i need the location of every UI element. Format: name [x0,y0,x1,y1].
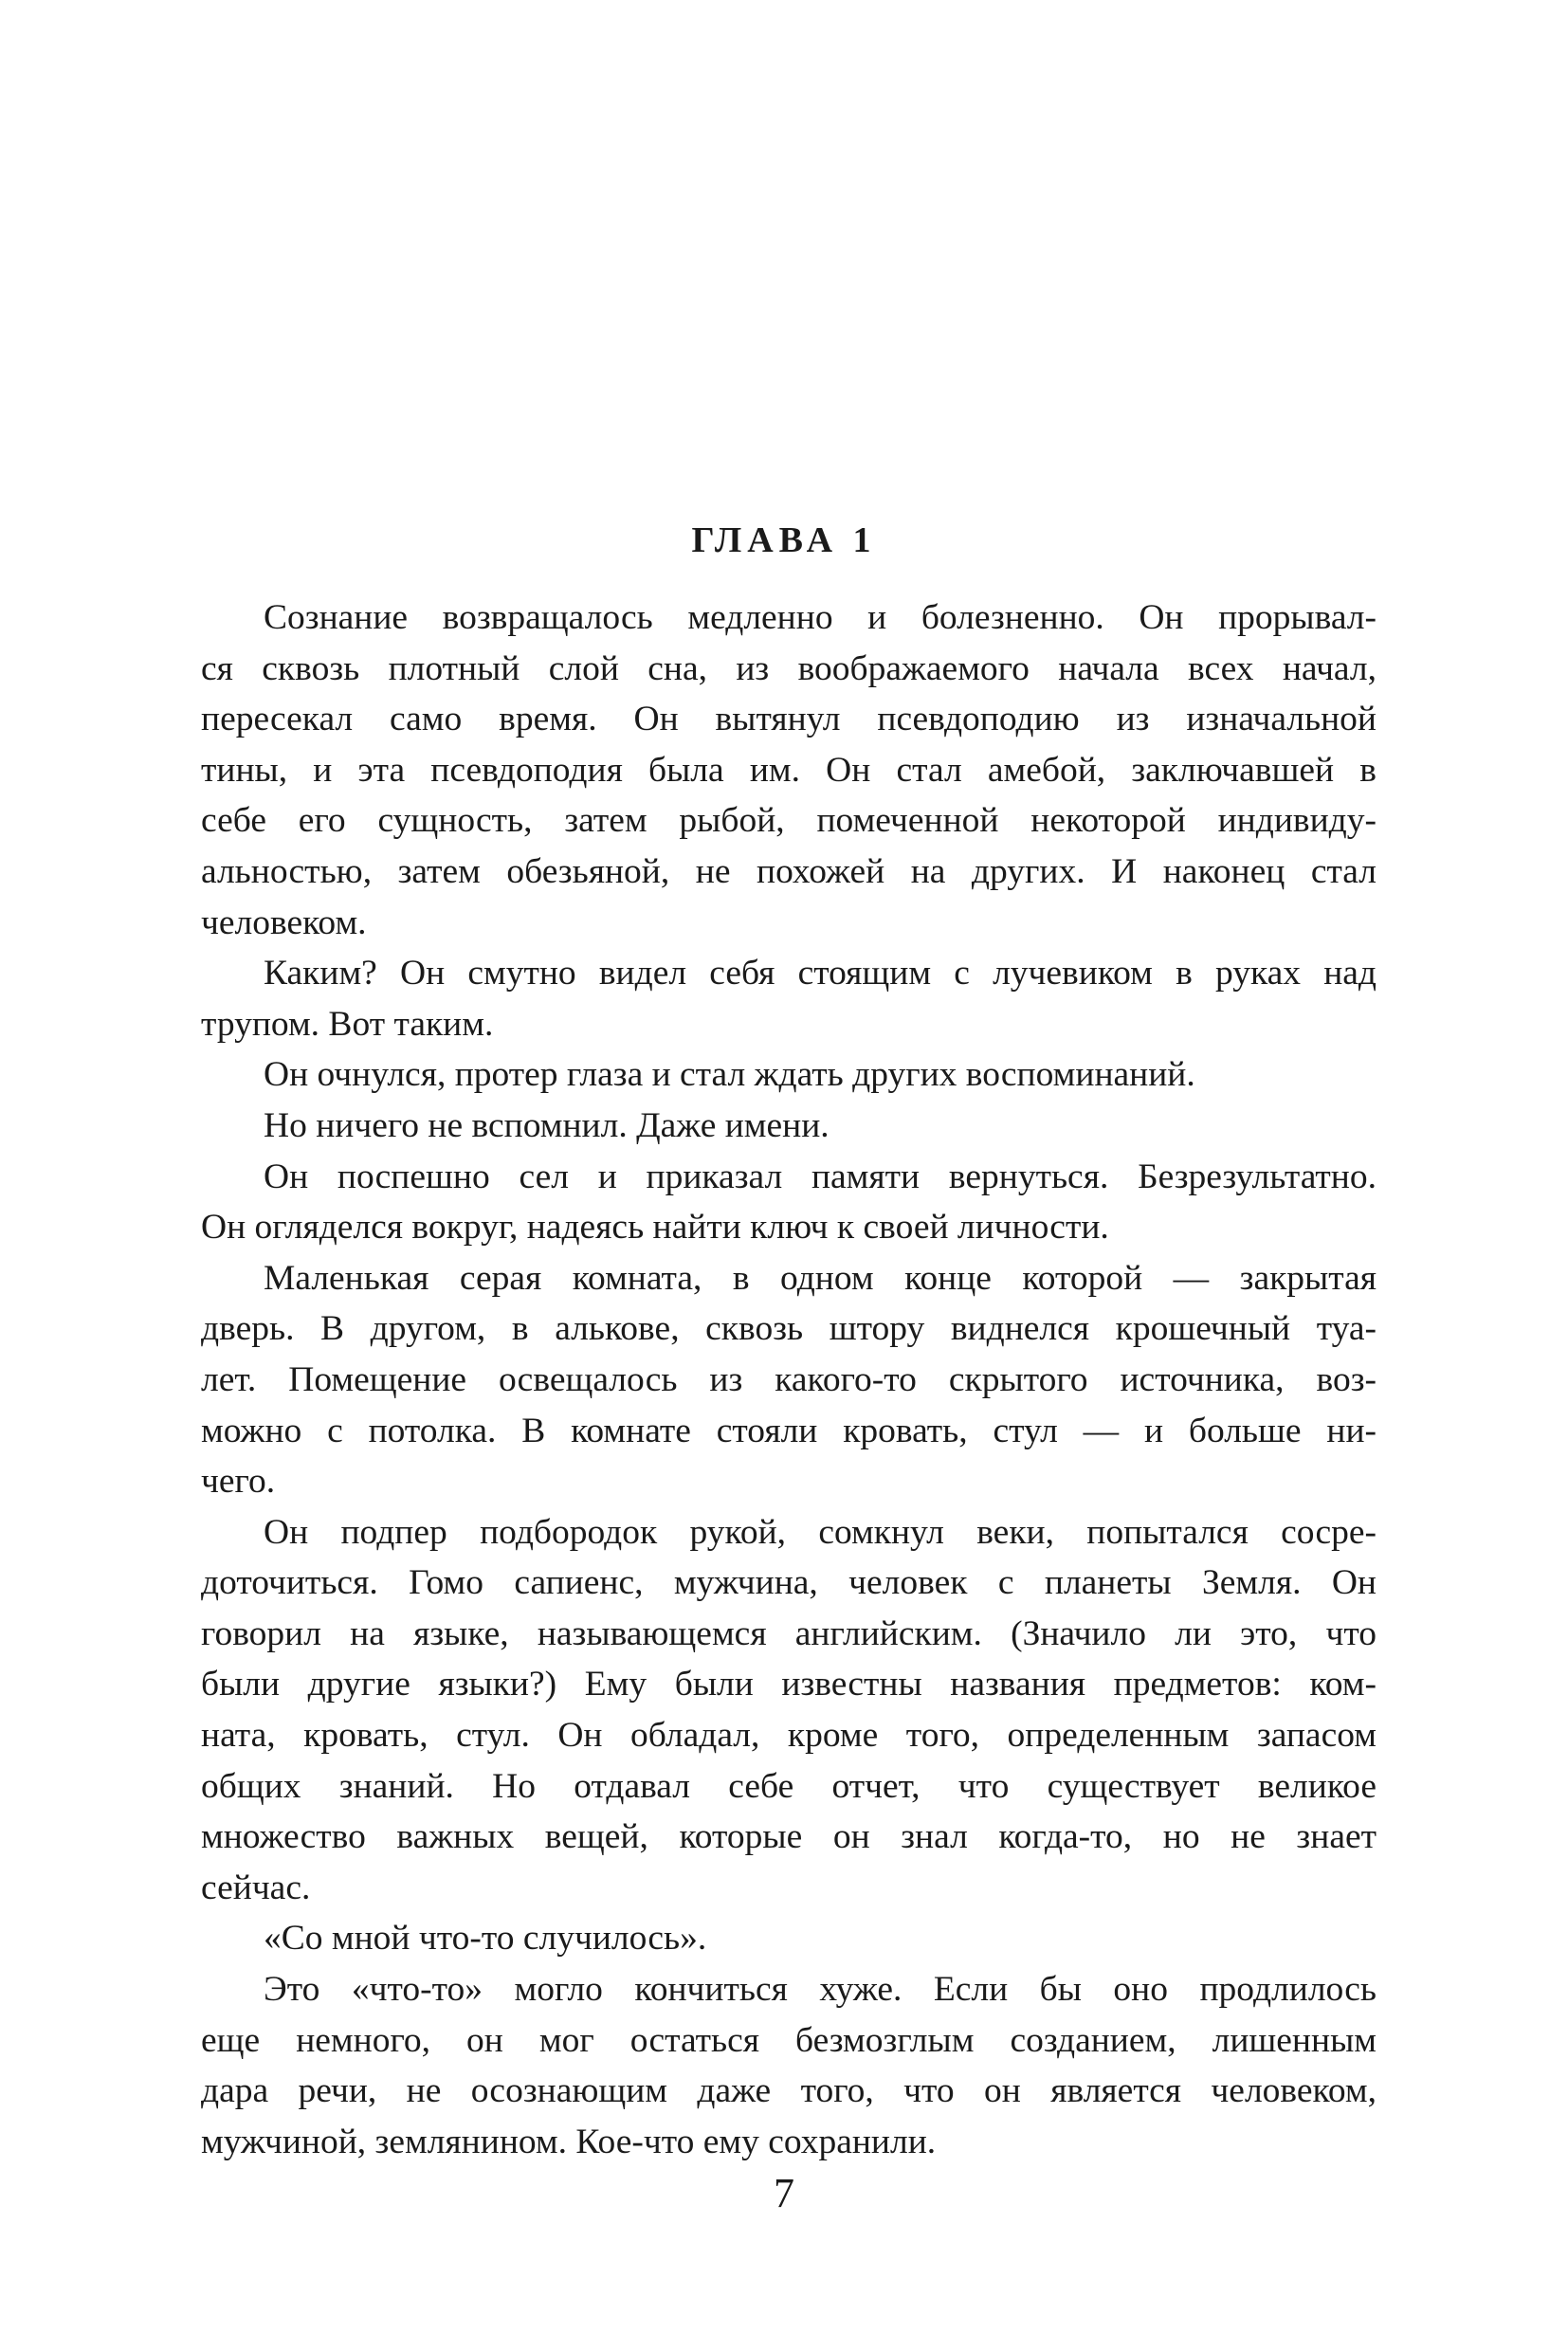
text-line: говорил на языке, называющемся английским. (Значило ли это, что [201,1613,1377,1653]
text-line: мужчиной, землянином. Кое-что ему сохранили. [201,2122,937,2161]
text-line: сейчас. [201,1868,311,1907]
text-line: общих знаний. Но отдавал себе отчет, что существует великое [201,1766,1377,1806]
paragraph [201,1101,1377,1152]
text-line: «Со мной что-то случилось». [264,1919,707,1959]
chapter-title: ГЛАВА 1 [691,520,877,560]
text-line: альностью, затем обезьяной, не похожей на других. И наконец стал [201,851,1377,891]
paragraph [201,592,1377,948]
text-line: Он огляделся вокруг, надеясь найти ключ к своей личности. [201,1208,1109,1248]
text-line: Это «что-то» могло кончиться хуже. Если бы оно продлилось [264,1970,1377,2010]
paragraph [201,1507,1377,1914]
text-line: Маленькая серая комната, в одном конце которой — закрытая [264,1258,1377,1298]
text-line: лет. Помещение освещалось из какого-то скрытого источника, воз- [201,1359,1377,1399]
text-line: еще немного, он мог остаться безмозглым созданием, лишенным [201,2020,1377,2060]
text-line: дара речи, не осознающим даже того, что он является человеком, [201,2071,1377,2111]
paragraph [201,1964,1377,2167]
page-number: 7 [774,2170,794,2216]
paragraph [201,1049,1377,1101]
text-line: трупом. Вот таким. [201,1004,494,1044]
text-line: доточиться. Гомо сапиенс, мужчина, человек с планеты Земля. Он [201,1563,1377,1603]
text-line: множество важных вещей, которые он знал когда-то, но не знает [201,1817,1377,1857]
body-text [201,592,1377,2167]
paragraph [201,948,1377,1049]
paragraph [201,1253,1377,1507]
text-line: Он подпер подбородок рукой, сомкнул веки, попытался сосре- [264,1512,1377,1552]
text-line: Но ничего не вспомнил. Даже имени. [264,1105,830,1145]
text-line: Сознание возвращалось медленно и болезненно. Он прорывал- [264,598,1377,637]
text-line: тины, и эта псевдоподия была им. Он стал амебой, заключавшей в [201,750,1377,790]
paragraph [201,1913,1377,1964]
text-line: Каким? Он смутно видел себя стоящим с лучевиком в руках над [264,954,1377,993]
text-line: были другие языки?) Ему были известны названия предметов: ком- [201,1665,1377,1704]
text-line: Он очнулся, протер глаза и стал ждать других воспоминаний. [264,1055,1195,1095]
text-line: пересекал само время. Он вытянул псевдоподию из изначальной [201,700,1377,739]
text-line: ся сквозь плотный слой сна, из воображаемого начала всех начал, [201,648,1377,688]
text-line: можно с потолка. В комнате стояли кровать, стул — и больше ни- [201,1411,1377,1450]
text-line: дверь. В другом, в алькове, сквозь штору виднелся крошечный туа- [201,1309,1377,1349]
paragraph [201,1152,1377,1253]
text-line: себе его сущность, затем рыбой, помеченной некоторой индивиду- [201,801,1377,841]
text-line: человеком. [201,902,367,942]
text-line: чего. [201,1462,276,1502]
text-line: ната, кровать, стул. Он обладал, кроме того, определенным запасом [201,1716,1377,1756]
text-line: Он поспешно сел и приказал памяти вернуться. Безрезультатно. [264,1157,1377,1196]
